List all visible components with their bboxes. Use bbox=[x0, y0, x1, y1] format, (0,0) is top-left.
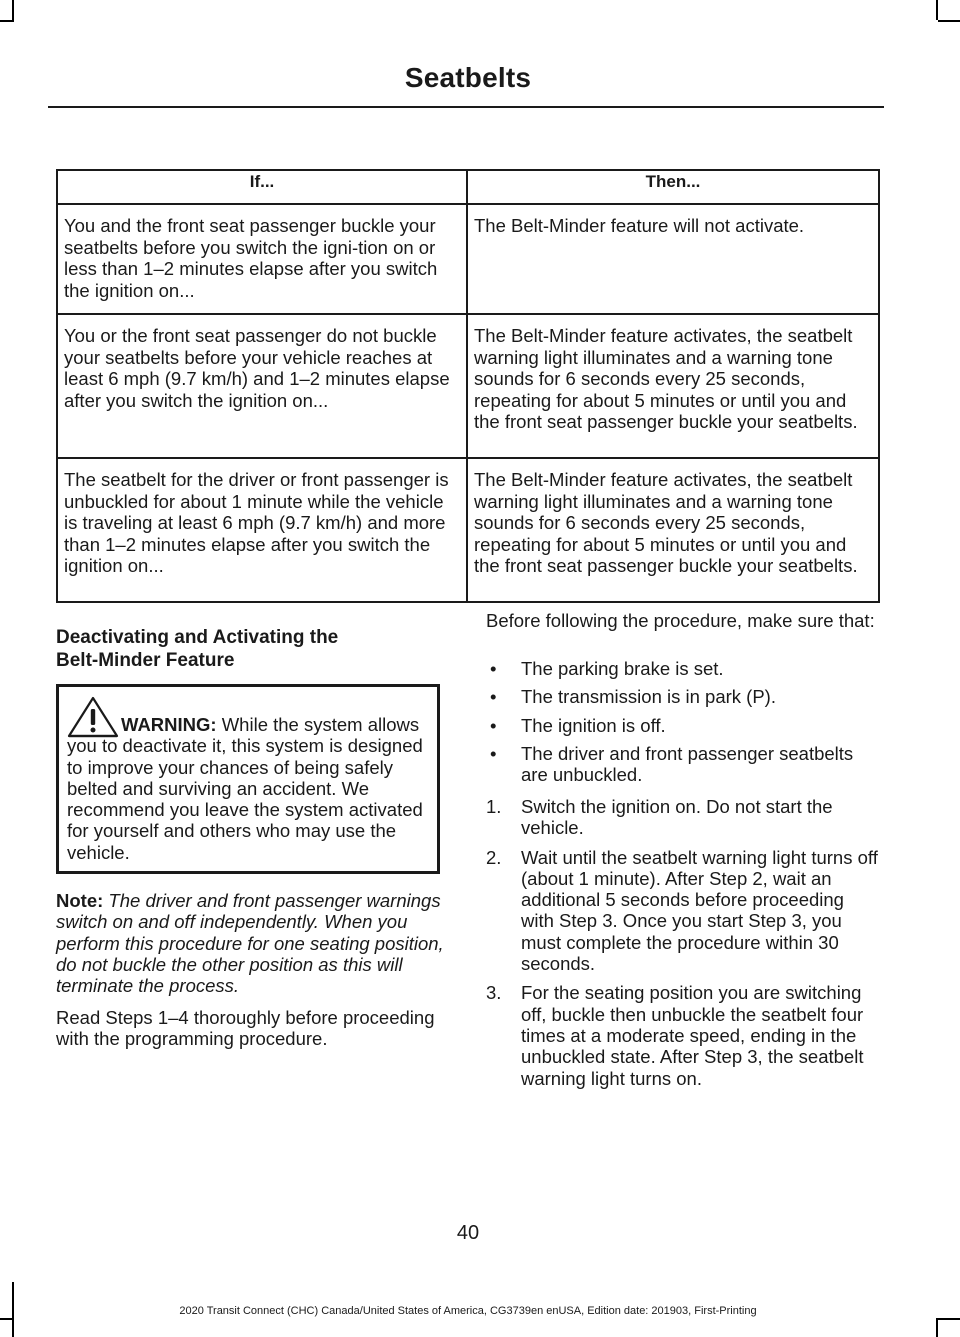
list-item bbox=[486, 686, 880, 707]
warning-text: While the system allows you to deactivate it, this system is designed to improve your chances of being safely belted and surviving an accident. We recommend you leave the system activated for yourself and others who may use the vehicle. bbox=[67, 714, 423, 863]
step-item bbox=[486, 982, 880, 1088]
page-title: Seatbelts bbox=[404, 62, 532, 93]
page-number: 40 bbox=[456, 1222, 480, 1244]
crop-mark bbox=[936, 1318, 938, 1337]
read-steps-paragraph: Read Steps 1–4 thoroughly before proceeding with the programming procedure. bbox=[56, 1007, 435, 1050]
warning-triangle-icon bbox=[67, 695, 119, 739]
table-cell-if: You and the front seat passenger buckle your seatbelts before you switch the igni-tion on or less than 1–2 minutes elapse after you switch the ignition on... bbox=[57, 204, 467, 314]
table-header-then: Then... bbox=[467, 170, 879, 204]
crop-mark bbox=[12, 0, 14, 20]
table-row bbox=[57, 204, 879, 314]
step-number: 3. bbox=[486, 982, 502, 1004]
note-paragraph bbox=[56, 890, 446, 996]
table-header-if: If... bbox=[57, 170, 467, 204]
footer-text: 2020 Transit Connect (CHC) Canada/United States of America, CG3739en enUSA, Edition date: 201903, First-Printing bbox=[179, 1305, 757, 1317]
list-item-text: The driver and front passenger seatbelts are unbuckled. bbox=[521, 742, 854, 786]
section-heading-line: Belt-Minder Feature bbox=[56, 650, 235, 671]
crop-mark bbox=[938, 20, 960, 22]
list-item bbox=[486, 715, 880, 736]
section-heading-line: Deactivating and Activating the bbox=[56, 627, 339, 648]
table-header-row bbox=[57, 170, 879, 204]
step-text: Switch the ignition on. Do not start the vehicle. bbox=[521, 796, 833, 839]
table-cell-then: The Belt-Minder feature activates, the seatbelt warning light illuminates and a warning tone sounds for 6 seconds every 25 seconds, repeating for about 5 minutes or until you and the front seat passenger buckle your seatbelts. bbox=[467, 458, 879, 602]
list-item-text: The transmission is in park (P). bbox=[521, 686, 776, 708]
warning-label: WARNING: bbox=[121, 714, 217, 735]
table-cell-then: The Belt-Minder feature activates, the seatbelt warning light illuminates and a warning tone sounds for 6 seconds every 25 seconds, repeating for about 5 minutes or until you and the front seat passenger buckle your seatbelts. bbox=[467, 314, 879, 458]
step-number: 2. bbox=[486, 846, 502, 868]
bullet-symbol: • bbox=[490, 742, 497, 764]
step-item bbox=[486, 847, 880, 975]
bullet-symbol: • bbox=[490, 658, 497, 679]
step-text: Wait until the seatbelt warning light turns off (about 1 minute). After Step 2, wait an additional 5 seconds before proceeding with Step 3. Once you start Step 3, you must complete the procedure within 30 seconds. bbox=[521, 846, 878, 975]
list-item bbox=[486, 658, 880, 679]
crop-mark bbox=[0, 1318, 14, 1320]
list-item-text: The ignition is off. bbox=[521, 714, 666, 736]
table-cell-if: The seatbelt for the driver or front passenger is unbuckled for about 1 minute while the vehicle is traveling at least 6 mph (9.7 km/h) and more than 1–2 minutes elapse after you switch the ignition on... bbox=[57, 458, 467, 602]
precondition-list bbox=[486, 658, 880, 792]
list-item-text: The parking brake is set. bbox=[521, 658, 724, 679]
procedure-steps bbox=[486, 796, 880, 1097]
table-cell-if: You or the front seat passenger do not buckle your seatbelts before your vehicle reaches at least 6 mph (9.7 km/h) and 1–2 minutes elapse after you switch the ignition on... bbox=[57, 314, 467, 458]
belt-minder-table bbox=[56, 169, 880, 603]
table-row bbox=[57, 458, 879, 602]
step-text: For the seating position you are switching off, buckle then unbuckle the seatbelt four times at a moderate speed, ending in the unbuckled state. After Step 3, the seatbelt warning light turns on. bbox=[521, 982, 864, 1089]
bullet-symbol: • bbox=[490, 686, 497, 708]
note-text: The driver and front passenger warnings switch on and off independently. When you perform this procedure for one seating position, do not buckle the other position as this will terminate the process. bbox=[56, 890, 444, 997]
crop-mark bbox=[936, 0, 938, 20]
table-row bbox=[57, 314, 879, 458]
warning-box bbox=[56, 684, 440, 874]
table-cell-then: The Belt-Minder feature will not activate. bbox=[467, 204, 879, 314]
list-item bbox=[486, 743, 880, 786]
bullet-symbol: • bbox=[490, 714, 497, 736]
section-heading bbox=[56, 626, 446, 672]
crop-mark bbox=[938, 1318, 960, 1320]
header-divider bbox=[48, 106, 884, 108]
crop-mark bbox=[0, 20, 14, 22]
intro-paragraph: Before following the procedure, make sure that: bbox=[486, 610, 875, 631]
step-item bbox=[486, 796, 880, 839]
step-number: 1. bbox=[486, 796, 502, 817]
note-label: Note: bbox=[56, 890, 104, 911]
